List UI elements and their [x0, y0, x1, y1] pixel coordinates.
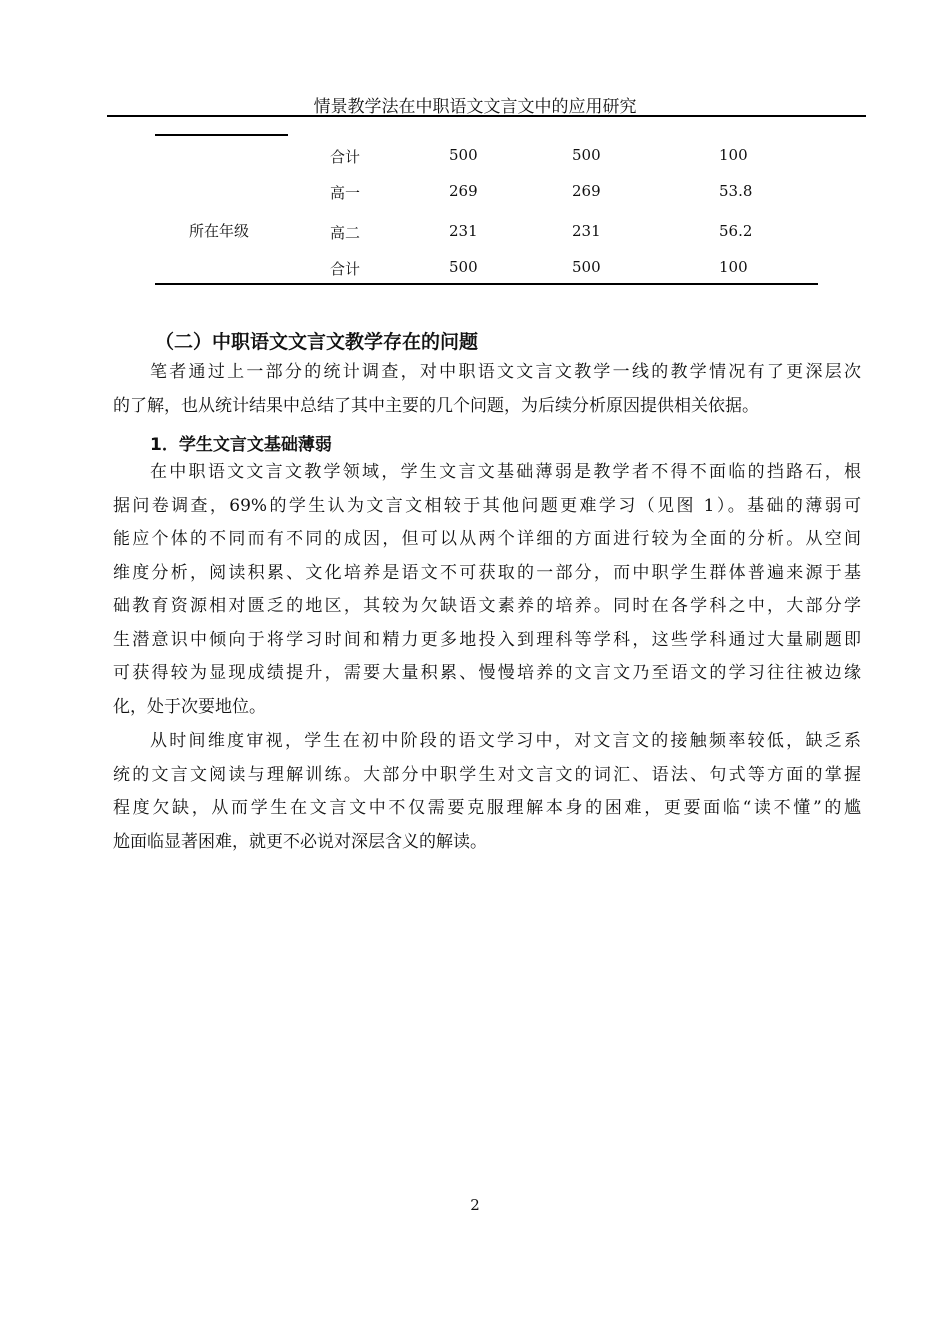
cell-valid: 500: [572, 146, 601, 164]
paragraph-line: 维度分析，阅读积累、文化培养是语文不可获取的一部分，而中职学生群体普遍来源于基: [113, 562, 861, 583]
paragraph-line: 化，处于次要地位。: [113, 696, 266, 717]
row-label: 高一: [330, 184, 361, 202]
cell-valid: 231: [572, 222, 601, 240]
row-label: 高二: [330, 224, 361, 242]
cell-percent: 56.2: [719, 222, 753, 240]
paragraph-line: 础教育资源相对匮乏的地区，其较为欠缺语文素养的培养。同时在各学科之中，大部分学: [113, 596, 861, 616]
body-paragraph: [113, 456, 861, 724]
paragraph-line: 据问卷调查，69%的学生认为文言文相较于其他问题更难学习（见图 1）。基础的薄弱可: [113, 495, 861, 516]
header-rule: [107, 115, 866, 117]
cell-valid: 269: [572, 182, 601, 200]
row-label: 合计: [330, 260, 361, 278]
cell-count: 231: [449, 222, 478, 240]
cell-valid: 500: [572, 258, 601, 276]
subheading: 1．学生文言文基础薄弱: [150, 435, 332, 455]
paragraph-line: 生潜意识中倾向于将学习时间和精力更多地投入到理科等学科，这些学科通过大量刷题即: [113, 629, 861, 650]
paragraph-line: 统的文言文阅读与理解训练。大部分中职学生对文言文的词汇、语法、句式等方面的掌握: [113, 764, 861, 785]
cell-percent: 53.8: [719, 182, 753, 200]
section-heading: （二）中职语文文言文教学存在的问题: [155, 331, 479, 353]
cell-count: 269: [449, 182, 478, 200]
cell-percent: 100: [719, 146, 748, 164]
paragraph-line: 笔者通过上一部分的统计调查，对中职语文文言文教学一线的教学情况有了更深层次: [150, 362, 861, 382]
paragraph-line: 从时间维度审视，学生在初中阶段的语文学习中，对文言文的接触频率较低，缺乏系: [150, 731, 861, 751]
cell-count: 500: [449, 258, 478, 276]
paragraph-line: 在中职语文文言文教学领域，学生文言文基础薄弱是教学者不得不面临的挡路石，根: [150, 462, 861, 482]
body-paragraph: [113, 725, 861, 859]
intro-paragraph: [113, 356, 861, 423]
cell-count: 500: [449, 146, 478, 164]
paragraph-line: 可获得较为显现成绩提升，需要大量积累、慢慢培养的文言文乃至语文的学习往往被边缘: [113, 663, 861, 683]
page-number: 2: [470, 1196, 480, 1214]
table-top-rule: [155, 134, 288, 136]
table-bottom-rule: [155, 283, 818, 285]
page-header-title: 情景教学法在中职语文文言文中的应用研究: [313, 97, 637, 117]
row-label: 合计: [330, 148, 361, 166]
paragraph-line: 程度欠缺，从而学生在文言文中不仅需要克服理解本身的困难，更要面临“读不懂”的尴: [113, 798, 861, 818]
table-group-label: 所在年级: [189, 222, 250, 240]
paragraph-line: 的了解，也从统计结果中总结了其中主要的几个问题，为后续分析原因提供相关依据。: [113, 395, 759, 416]
paragraph-line: 能应个体的不同而有不同的成因，但可以从两个详细的方面进行较为全面的分析。从空间: [113, 529, 861, 549]
paragraph-line: 尬面临显著困难，就更不必说对深层含义的解读。: [113, 831, 487, 852]
cell-percent: 100: [719, 258, 748, 276]
